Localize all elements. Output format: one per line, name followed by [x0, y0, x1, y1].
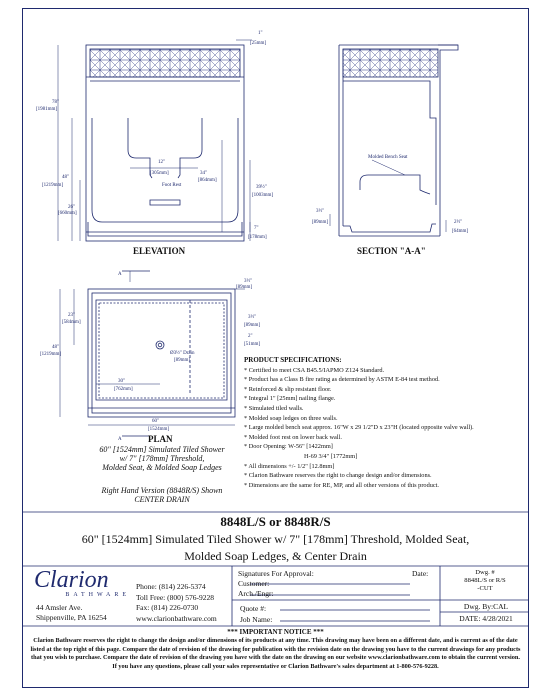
spec-item: * Product has a Class B fire rating as determined by ASTM E-84 test method. [244, 376, 440, 384]
customer-label[interactable]: Customer: [238, 579, 270, 588]
dwg-label: Dwg. # [475, 569, 495, 576]
dim-39: 39½" [256, 185, 267, 190]
clarion-logo [34, 568, 130, 598]
website-link[interactable]: www.clarionbathware.com [136, 613, 217, 623]
dim-plan-3-5-top: 3½" [244, 279, 253, 284]
dim-section-3-5: 3½" [316, 209, 325, 214]
spec-item: * Large molded bench seat approx. 16"W x 29 1/2"D x 23"H (located opposite valve wall). [244, 424, 474, 432]
toll-free: Toll Free: (800) 576-9228 [136, 592, 215, 602]
spec-item: * Door Opening: W-56" [1422mm] [244, 443, 333, 451]
quote-label[interactable]: Quote #: [240, 604, 267, 613]
plan-description [62, 445, 262, 472]
dim-78-mm: [1981mm] [36, 107, 58, 112]
dim-plan-3-5-right-mm: [89mm] [244, 323, 261, 328]
model-number: 8848L/S or 8848R/S [220, 514, 331, 529]
dim-26-mm: [660mm] [58, 211, 77, 216]
dim-7: 7" [254, 226, 259, 231]
dim-plan-48: 48" [52, 345, 60, 350]
spec-item: * Integral 1" [25mm] nailing flange. [244, 395, 336, 403]
section-marker-top: A [118, 272, 122, 277]
dim-plan-60-mm: [1524mm] [148, 427, 170, 432]
notice-body: Clarion Bathware reserves the right to change the design and/or dimensions of its products at any time. This drawing may have been on a different date, and is current as of the date listed at the top right of this page. Compare the date of revision of the drawing for publication with the revision date on the drawing you have to the current drawings for any products that you wish to purchase. Compare the date of revision of the drawing you have with the date on the drawing on our website www.clarionbathware.com to obtain the current version. If you have any questions, please call your sales representative or Clarion Bathware's sales department at 1-800-576-9228. [30, 637, 521, 670]
dim-78: 78" [52, 100, 60, 105]
dim-12: 12" [158, 160, 166, 165]
dim-1-mm: [25mm] [250, 41, 267, 46]
plan-version-line-1: Right Hand Version (8848R/S) Shown [101, 486, 223, 495]
dim-plan-23-mm: [584mm] [62, 320, 81, 325]
elevation-caption: ELEVATION [133, 246, 186, 256]
spec-item: * All dimensions +/- 1/2" [12.8mm] [244, 462, 335, 470]
spec-item: * Molded foot rest on lower back wall. [244, 433, 342, 441]
job-name-label[interactable]: Job Name: [240, 615, 273, 624]
plan-caption: PLAN [148, 434, 173, 444]
dim-7-mm: [178mm] [248, 235, 267, 240]
notice-title: *** IMPORTANT NOTICE *** [227, 628, 324, 636]
drawing-number-block [442, 569, 528, 593]
bench-seat-label: Molded Bench Seat [368, 155, 408, 160]
drawn-by: Dwg. By:CAL [463, 602, 509, 611]
product-title-line-2: Molded Soap Ledges, & Center Drain [184, 549, 367, 563]
plan-desc-line-2: w/ 7" [178mm] Threshold, [119, 454, 205, 463]
dim-plan-23: 23" [68, 313, 76, 318]
approval-date-label: Date: [412, 569, 429, 578]
section-caption: SECTION "A-A" [357, 246, 426, 256]
dim-section-2-5: 2½" [454, 220, 463, 225]
spec-item: * Reinforced & slip resistant floor. [244, 385, 332, 393]
spec-item: * Dimensions are the same for RE, MP, and all other versions of this product. [244, 481, 439, 489]
product-title [22, 531, 529, 565]
spec-item: * Clarion Bathware reserves the right to change design and/or dimensions. [244, 472, 432, 480]
dim-34-mm: [864mm] [198, 178, 217, 183]
company-address [36, 603, 107, 623]
address-line-2: Shippenville, PA 16254 [36, 613, 107, 622]
dim-plan-60: 60" [152, 419, 160, 424]
product-title-line-1: 60" [1524mm] Simulated Tiled Shower w/ 7" [178mm] Threshold, Molded Seat, [81, 532, 470, 546]
plan-desc-line-1: 60" [1524mm] Simulated Tiled Shower [99, 445, 225, 454]
dim-plan-3-5-top-mm: [89mm] [236, 285, 253, 290]
dim-26: 26" [68, 205, 76, 210]
spec-item: * Certified to meet CSA B45.5/IAPMO Z124 Standard. [244, 366, 385, 374]
specs-title: PRODUCT SPECIFICATIONS: [244, 356, 342, 364]
plan-desc-line-3: Molded Seat, & Molded Soap Ledges [102, 463, 222, 472]
product-specifications [244, 356, 524, 490]
dim-plan-2: 2" [248, 334, 253, 339]
arch-engr-label[interactable]: Arch./Engr: [238, 589, 274, 598]
approval-title: Signatures For Approval: [238, 569, 314, 578]
spec-item: * Molded soap ledges on three walls. [244, 414, 338, 422]
dim-plan-2-mm: [51mm] [244, 342, 261, 347]
company-contact [136, 582, 217, 624]
foot-rest-label: Foot Rest [162, 183, 182, 188]
fax: Fax: (814) 226-0730 [136, 603, 199, 612]
dwg-cut: -CUT [477, 585, 493, 592]
spec-item: H-69 3/4" [1772mm] [304, 452, 358, 460]
dim-plan-30: 30" [118, 379, 126, 384]
dim-plan-48-mm: [1219mm] [40, 352, 62, 357]
logo-sub: BATHWARE [65, 592, 130, 598]
dim-plan-3-5-right: 3½" [248, 315, 257, 320]
dim-48-mm: [1219mm] [42, 183, 64, 188]
section-marker-bottom: A [118, 437, 122, 442]
logo-main: Clarion [34, 567, 109, 593]
drain-label-mm: [89mm] [174, 358, 191, 363]
dim-plan-30-mm: [762mm] [114, 387, 133, 392]
dim-48: 48" [62, 175, 70, 180]
dim-section-2-5-mm: [64mm] [452, 229, 469, 234]
section-view [330, 45, 458, 236]
dim-12-mm: [305mm] [150, 171, 169, 176]
dim-1: 1" [258, 31, 263, 36]
drain-label: Ø3½" Drain [170, 351, 195, 356]
drawing-date: DATE: 4/28/2021 [459, 614, 513, 623]
elevation-view [58, 40, 252, 241]
dim-section-3-5-mm: [89mm] [312, 220, 329, 225]
spec-item: * Simulated tiled walls. [244, 404, 304, 412]
dim-34: 34" [200, 171, 208, 176]
plan-view [60, 271, 245, 436]
phone: Phone: (814) 226-5374 [136, 582, 206, 591]
plan-version [62, 486, 262, 504]
dim-39-mm: [1003mm] [252, 193, 274, 198]
address-line-1: 44 Amsler Ave. [36, 603, 83, 612]
dwg-number: 8848L/S or R/S [464, 577, 506, 584]
plan-version-line-2: CENTER DRAIN [134, 495, 190, 504]
